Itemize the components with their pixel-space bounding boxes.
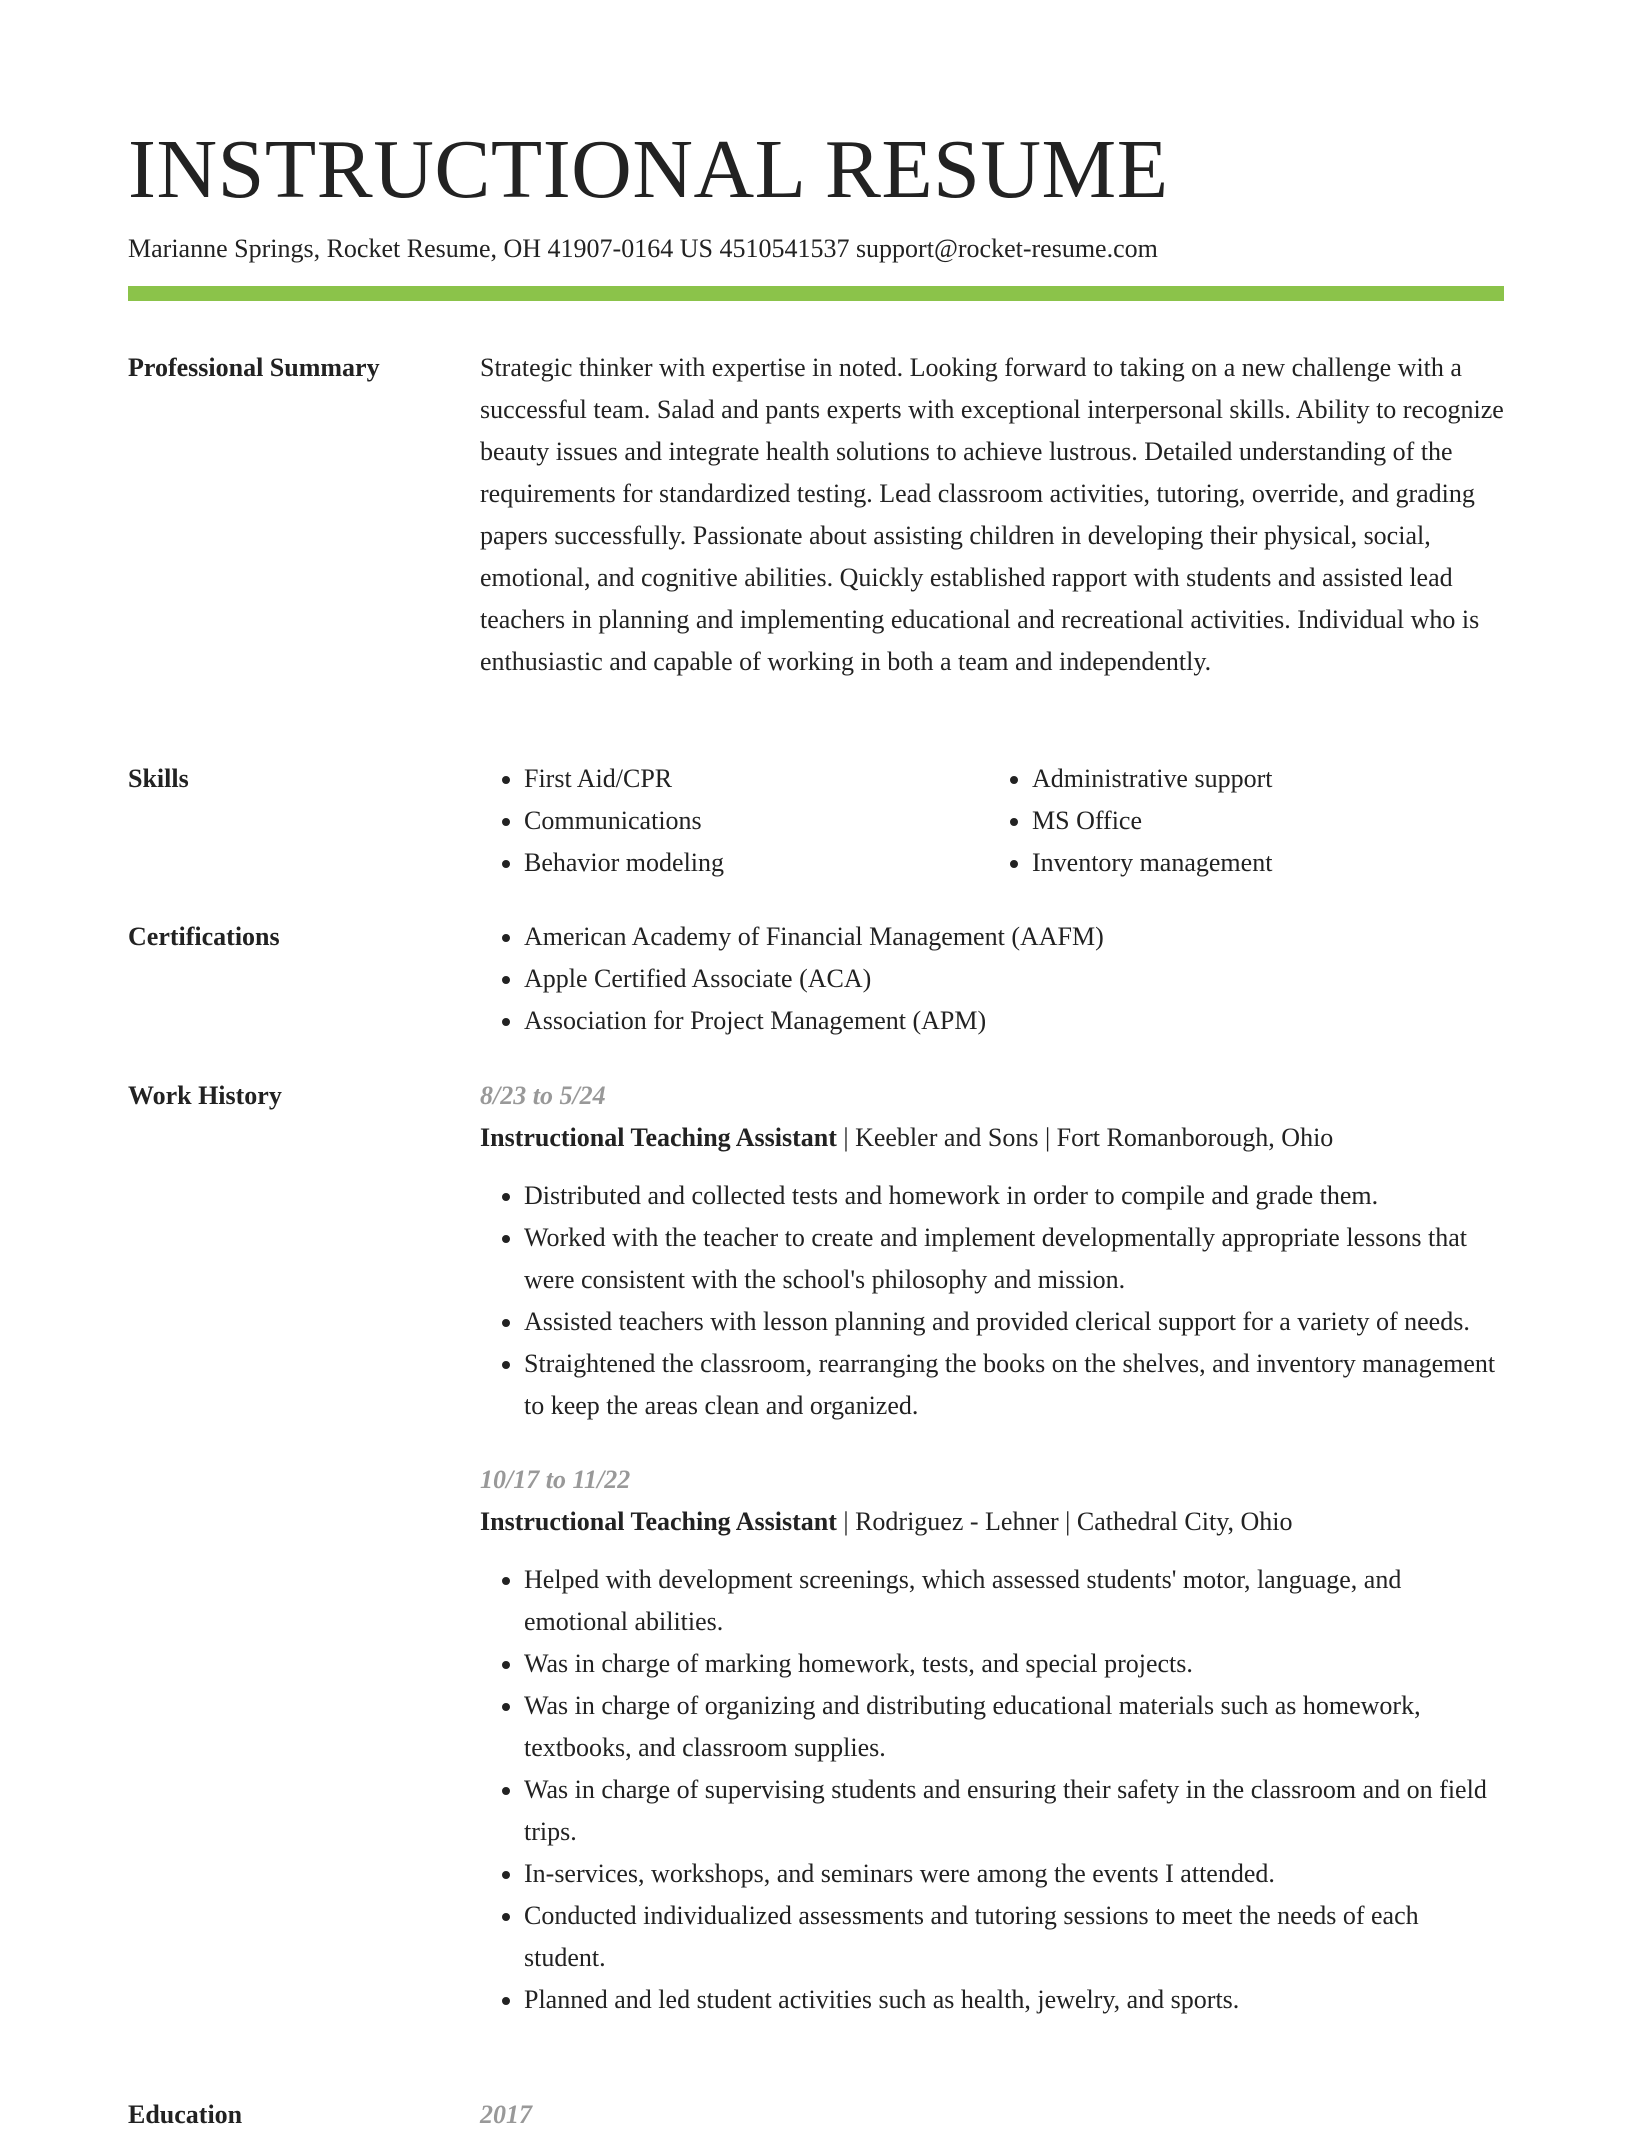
job-bullet: • Worked with the teacher to create and implement developmentally appropriate lessons that were consistent with the school's philosophy and mission. xyxy=(524,1217,1504,1301)
skill-item: • MS Office xyxy=(1032,800,1492,842)
certification-item: • Apple Certified Associate (ACA) xyxy=(524,958,1504,1000)
job-dates: 8/23 to 5/24 xyxy=(480,1081,606,1110)
certifications-heading: Certifications xyxy=(128,922,280,951)
job-bullet: • Planned and led student activities such as health, jewelry, and sports. xyxy=(524,1979,1504,2021)
resume-title: INSTRUCTIONAL RESUME xyxy=(128,123,1169,216)
skill-item: • Communications xyxy=(524,800,984,842)
job-bullet: • In-services, workshops, and seminars were among the events I attended. xyxy=(524,1853,1504,1895)
summary-text: Strategic thinker with expertise in noted. Looking forward to taking on a new challenge with a successful team. Salad and pants experts with exceptional interpersonal skills. Ability to recognize beauty issues and integrate health solutions to achieve lustrous. Detailed understanding of the requirements for standardized testing. Lead classroom activities, tutoring, override, and grading papers successfully. Passionate about assisting children in developing their physical, social, emotional, and cognitive abilities. Quickly established rapport with students and assisted lead teachers in planning and implementing educational and recreational activities. Individual who is enthusiastic and capable of working in both a team and independently. xyxy=(480,353,1504,676)
skill-item: • Administrative support xyxy=(1032,758,1492,800)
job-title-line xyxy=(480,1117,1504,1159)
contact-email: support@rocket-resume.com xyxy=(855,234,1158,263)
certifications-list xyxy=(480,916,1504,1042)
job-bullet: • Conducted individualized assessments and tutoring sessions to meet the needs of each student. xyxy=(524,1895,1504,1979)
job-bullet: • Straightened the classroom, rearranging the books on the shelves, and inventory management to keep the areas clean and organized. xyxy=(524,1343,1504,1427)
job-role: Instructional Teaching Assistant xyxy=(480,1507,837,1536)
job-bullets xyxy=(480,1175,1504,1427)
header-divider xyxy=(128,286,1504,301)
job-details: | Keebler and Sons | Fort Romanborough, Ohio xyxy=(836,1123,1334,1152)
job-bullet: • Assisted teachers with lesson planning and provided clerical support for a variety of needs. xyxy=(524,1301,1504,1343)
job-bullet: • Was in charge of marking homework, tests, and special projects. xyxy=(524,1643,1504,1685)
skills-body xyxy=(480,758,1504,884)
job-entry xyxy=(480,1075,1504,1427)
job-bullet: • Was in charge of supervising students and ensuring their safety in the classroom and on field trips. xyxy=(524,1769,1504,1853)
job-bullet: • Was in charge of organizing and distributing educational materials such as homework, textbooks, and classroom supplies. xyxy=(524,1685,1504,1769)
skills-grid xyxy=(480,758,1504,884)
job-details: | Rodriguez - Lehner | Cathedral City, Ohio xyxy=(836,1507,1293,1536)
summary-heading: Professional Summary xyxy=(128,353,380,382)
work-history-body xyxy=(480,1075,1504,2021)
certification-item: • Association for Project Management (APM) xyxy=(524,1000,1504,1042)
job-bullet: • Distributed and collected tests and homework in order to compile and grade them. xyxy=(524,1175,1504,1217)
job-dates: 10/17 to 11/22 xyxy=(480,1465,631,1494)
job-role: Instructional Teaching Assistant xyxy=(480,1123,837,1152)
education-year: 2017 xyxy=(480,2100,532,2129)
work-history-heading: Work History xyxy=(128,1081,282,1110)
job-entry xyxy=(480,1459,1504,2021)
contact-line xyxy=(128,232,1158,266)
contact-address: Marianne Springs, Rocket Resume, OH 41907-0164 US xyxy=(128,234,713,263)
job-title-line xyxy=(480,1501,1504,1543)
contact-phone: 4510541537 xyxy=(719,234,850,263)
certifications-body xyxy=(480,916,1504,1042)
skills-list-left xyxy=(480,758,984,884)
education-heading: Education xyxy=(128,2100,243,2129)
skills-heading: Skills xyxy=(128,764,189,793)
job-bullets xyxy=(480,1559,1504,2021)
skill-item: • First Aid/CPR xyxy=(524,758,984,800)
skill-item: • Inventory management xyxy=(1032,842,1492,884)
certification-item: • American Academy of Financial Management (AAFM) xyxy=(524,916,1504,958)
skill-item: • Behavior modeling xyxy=(524,842,984,884)
job-bullet: • Helped with development screenings, which assessed students' motor, language, and emotional abilities. xyxy=(524,1559,1504,1643)
education-body xyxy=(480,2094,1504,2136)
skills-list-right xyxy=(984,758,1492,884)
